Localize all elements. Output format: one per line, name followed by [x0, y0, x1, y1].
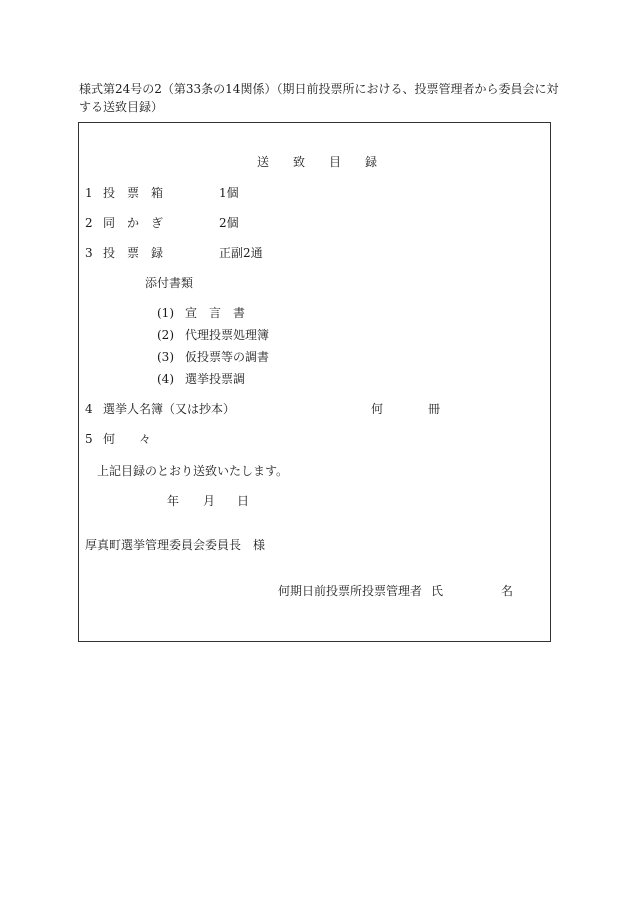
attachment-3-number: (3): [157, 350, 174, 364]
attachment-4-text: 選挙投票調: [185, 372, 246, 386]
item-5-label: 何 々: [103, 432, 152, 446]
attachment-2-text: 代理投票処理簿: [185, 328, 270, 342]
item-1-number: 1: [85, 186, 93, 200]
sender-title: 何期日前投票所投票管理者: [278, 584, 423, 598]
sender-name-mei: 名: [501, 584, 514, 598]
attachment-4-number: (4): [157, 372, 174, 386]
attachment-1-text: 宣 言 書: [185, 306, 246, 320]
document-title: 送 致 目 録: [257, 155, 378, 169]
date-month: 月: [203, 494, 216, 508]
item-4-unit: 冊: [428, 402, 441, 416]
item-3-label: 投 票 録: [103, 246, 164, 260]
item-2-label: 同 か ぎ: [103, 216, 164, 230]
sender-name-shi: 氏: [431, 584, 444, 598]
document-frame: [78, 122, 551, 642]
item-2-number: 2: [85, 216, 93, 230]
attachment-3-text: 仮投票等の調書: [185, 350, 270, 364]
item-5-number: 5: [85, 432, 93, 446]
addressee: 厚真町選挙管理委員会委員長 様: [85, 538, 266, 552]
statement-text: 上記目録のとおり送致いたします。: [97, 464, 289, 478]
item-1-label: 投 票 箱: [103, 186, 164, 200]
form-heading: 様式第24号の2（第33条の14関係）（期日前投票所における、投票管理者から委員会に対する送致目録）: [79, 82, 559, 114]
attachment-2-number: (2): [157, 328, 174, 342]
item-4-quantity: 何: [371, 402, 384, 416]
attachments-title: 添付書類: [145, 276, 194, 290]
item-4-label: 選挙人名簿（又は抄本）: [103, 402, 236, 416]
attachment-1-number: (1): [157, 306, 174, 320]
date-day: 日: [237, 494, 250, 508]
item-3-number: 3: [85, 246, 93, 260]
date-year: 年: [167, 494, 180, 508]
item-3-value: 正副2通: [219, 246, 263, 260]
item-2-value: 2個: [219, 216, 239, 230]
item-1-value: 1個: [219, 186, 239, 200]
item-4-number: 4: [85, 402, 93, 416]
